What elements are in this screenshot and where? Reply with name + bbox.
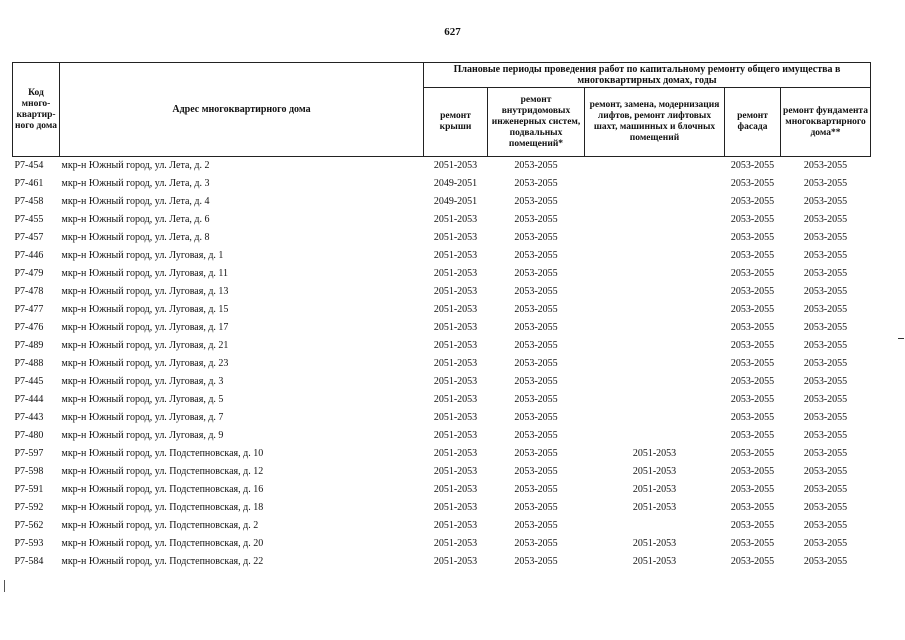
- cell-code: Р7-488: [14, 358, 44, 369]
- cell-roof: 2051-2053: [433, 358, 478, 369]
- cell-lifts: 2051-2053: [632, 502, 677, 513]
- cell-foundation: 2053-2055: [803, 358, 848, 369]
- cell-address: мкр-н Южный город, ул. Подстепновская, д. 16: [61, 484, 264, 495]
- cell-foundation: 2053-2055: [803, 556, 848, 567]
- cell-code: Р7-443: [14, 412, 44, 423]
- cell-roof: 2051-2053: [433, 376, 478, 387]
- cell-address: мкр-н Южный город, ул. Луговая, д. 13: [61, 286, 229, 297]
- cell-foundation: 2053-2055: [803, 412, 848, 423]
- cell-systems: 2053-2055: [514, 502, 558, 513]
- cell-address: мкр-н Южный город, ул. Подстепновская, д. 12: [61, 466, 264, 477]
- cell-facade: 2053-2055: [730, 214, 775, 225]
- cell-address: мкр-н Южный город, ул. Подстепновская, д. 10: [61, 448, 264, 459]
- cell-foundation: 2053-2055: [803, 448, 848, 459]
- table-row: [13, 553, 871, 571]
- cell-code: Р7-479: [14, 268, 44, 279]
- table-row: [13, 517, 871, 535]
- cell-roof: 2049-2051: [433, 196, 478, 207]
- cell-lifts: 2051-2053: [632, 556, 677, 567]
- cell-foundation: 2053-2055: [803, 322, 848, 333]
- header-systems: ремонт внутридомовых инженерных систем, подвальных помещений*: [488, 88, 585, 157]
- cell-address: мкр-н Южный город, ул. Луговая, д. 7: [61, 412, 224, 423]
- cell-roof: 2051-2053: [433, 484, 478, 495]
- cell-code: Р7-592: [14, 502, 44, 513]
- cell-roof: 2051-2053: [433, 448, 478, 459]
- cell-roof: 2051-2053: [433, 556, 478, 567]
- cell-code: Р7-562: [14, 520, 44, 531]
- cell-facade: 2053-2055: [730, 520, 775, 531]
- cell-lifts: [585, 355, 725, 373]
- table-row: [13, 247, 871, 265]
- header-facade: ремонт фасада: [725, 88, 781, 157]
- cell-roof: 2051-2053: [433, 502, 478, 513]
- table-row: [13, 463, 871, 481]
- cell-systems: 2053-2055: [514, 178, 558, 189]
- cell-lifts: [585, 391, 725, 409]
- cell-code: Р7-477: [14, 304, 44, 315]
- cell-lifts: 2051-2053: [632, 538, 677, 549]
- cell-lifts: 2051-2053: [632, 466, 677, 477]
- table-row: [13, 265, 871, 283]
- cell-code: Р7-591: [14, 484, 44, 495]
- cell-foundation: 2053-2055: [803, 484, 848, 495]
- cell-roof: 2049-2051: [433, 178, 478, 189]
- cell-address: мкр-н Южный город, ул. Луговая, д. 23: [61, 358, 229, 369]
- table-row: [13, 319, 871, 337]
- cell-systems: 2053-2055: [514, 376, 558, 387]
- cell-code: Р7-480: [14, 430, 44, 441]
- cell-code: Р7-455: [14, 214, 44, 225]
- cell-address: мкр-н Южный город, ул. Лета, д. 3: [61, 178, 210, 189]
- cell-address: мкр-н Южный город, ул. Луговая, д. 3: [61, 376, 224, 387]
- cell-facade: 2053-2055: [730, 412, 775, 423]
- table-row: [13, 193, 871, 211]
- cell-foundation: 2053-2055: [803, 160, 848, 171]
- cell-address: мкр-н Южный город, ул. Луговая, д. 5: [61, 394, 224, 405]
- cell-address: мкр-н Южный город, ул. Луговая, д. 17: [61, 322, 229, 333]
- cell-roof: 2051-2053: [433, 340, 478, 351]
- table-row: [13, 229, 871, 247]
- header-lifts: ремонт, замена, модернизация лифтов, ремонт лифтовых шахт, машинных и блочных помещений: [585, 88, 725, 157]
- cell-address: мкр-н Южный город, ул. Подстепновская, д. 22: [61, 556, 264, 567]
- cell-foundation: 2053-2055: [803, 520, 848, 531]
- cell-code: Р7-458: [14, 196, 44, 207]
- cell-roof: 2051-2053: [433, 430, 478, 441]
- cell-facade: 2053-2055: [730, 376, 775, 387]
- cell-roof: 2051-2053: [433, 466, 478, 477]
- cell-code: Р7-454: [14, 160, 44, 171]
- cell-foundation: 2053-2055: [803, 178, 848, 189]
- table-row: [13, 175, 871, 193]
- page-number: 627: [444, 26, 461, 38]
- cell-foundation: 2053-2055: [803, 502, 848, 513]
- cell-address: мкр-н Южный город, ул. Лета, д. 4: [61, 196, 210, 207]
- cell-systems: 2053-2055: [514, 358, 558, 369]
- cell-facade: 2053-2055: [730, 466, 775, 477]
- cell-facade: 2053-2055: [730, 232, 775, 243]
- cell-foundation: 2053-2055: [803, 430, 848, 441]
- table-row: [13, 337, 871, 355]
- cell-foundation: 2053-2055: [803, 376, 848, 387]
- cell-address: мкр-н Южный город, ул. Луговая, д. 9: [61, 430, 224, 441]
- cell-facade: 2053-2055: [730, 322, 775, 333]
- cell-code: Р7-446: [14, 250, 44, 261]
- table-row: [13, 481, 871, 499]
- cell-facade: 2053-2055: [730, 484, 775, 495]
- table-row: [13, 445, 871, 463]
- cell-systems: 2053-2055: [514, 448, 558, 459]
- cell-address: мкр-н Южный город, ул. Луговая, д. 11: [61, 268, 229, 279]
- cell-lifts: [585, 337, 725, 355]
- cell-facade: 2053-2055: [730, 394, 775, 405]
- cell-foundation: 2053-2055: [803, 466, 848, 477]
- cell-foundation: 2053-2055: [803, 286, 848, 297]
- cell-facade: 2053-2055: [730, 196, 775, 207]
- cell-address: мкр-н Южный город, ул. Луговая, д. 15: [61, 304, 229, 315]
- cell-address: мкр-н Южный город, ул. Лета, д. 2: [61, 160, 210, 171]
- cell-lifts: [585, 409, 725, 427]
- table-row: [13, 301, 871, 319]
- cell-systems: 2053-2055: [514, 412, 558, 423]
- cell-foundation: 2053-2055: [803, 250, 848, 261]
- cell-systems: 2053-2055: [514, 322, 558, 333]
- cell-facade: 2053-2055: [730, 358, 775, 369]
- cell-foundation: 2053-2055: [803, 196, 848, 207]
- cell-roof: 2051-2053: [433, 160, 478, 171]
- cell-systems: 2053-2055: [514, 520, 558, 531]
- cell-code: Р7-476: [14, 322, 44, 333]
- cell-foundation: 2053-2055: [803, 340, 848, 351]
- cell-code: Р7-461: [14, 178, 44, 189]
- scan-artifact-dot: [4, 580, 5, 592]
- table-row: [13, 535, 871, 553]
- cell-foundation: 2053-2055: [803, 232, 848, 243]
- cell-lifts: [585, 319, 725, 337]
- capital-repair-table: [12, 62, 871, 571]
- cell-code: Р7-597: [14, 448, 44, 459]
- cell-code: Р7-445: [14, 376, 44, 387]
- cell-systems: 2053-2055: [514, 232, 558, 243]
- header-foundation: ремонт фундамента многоквартирного дома**: [781, 88, 871, 157]
- scan-artifact-mark: [898, 338, 904, 339]
- cell-roof: 2051-2053: [433, 538, 478, 549]
- table-row: [13, 373, 871, 391]
- cell-lifts: [585, 301, 725, 319]
- cell-systems: 2053-2055: [514, 214, 558, 225]
- cell-systems: 2053-2055: [514, 430, 558, 441]
- cell-lifts: [585, 517, 725, 535]
- cell-lifts: [585, 373, 725, 391]
- cell-systems: 2053-2055: [514, 250, 558, 261]
- cell-systems: 2053-2055: [514, 160, 558, 171]
- cell-code: Р7-593: [14, 538, 44, 549]
- table-row: [13, 427, 871, 445]
- cell-lifts: [585, 175, 725, 193]
- cell-roof: 2051-2053: [433, 394, 478, 405]
- cell-systems: 2053-2055: [514, 340, 558, 351]
- cell-facade: 2053-2055: [730, 430, 775, 441]
- cell-code: Р7-478: [14, 286, 44, 297]
- cell-lifts: [585, 229, 725, 247]
- cell-foundation: 2053-2055: [803, 304, 848, 315]
- cell-facade: 2053-2055: [730, 304, 775, 315]
- cell-roof: 2051-2053: [433, 214, 478, 225]
- cell-code: Р7-598: [14, 466, 44, 477]
- cell-systems: 2053-2055: [514, 538, 558, 549]
- cell-foundation: 2053-2055: [803, 214, 848, 225]
- cell-roof: 2051-2053: [433, 232, 478, 243]
- header-address: Адрес многоквартирного дома: [60, 63, 424, 157]
- cell-systems: 2053-2055: [514, 466, 558, 477]
- cell-foundation: 2053-2055: [803, 268, 848, 279]
- cell-address: мкр-н Южный город, ул. Лета, д. 6: [61, 214, 210, 225]
- cell-code: Р7-457: [14, 232, 44, 243]
- cell-systems: 2053-2055: [514, 286, 558, 297]
- cell-roof: 2051-2053: [433, 250, 478, 261]
- cell-roof: 2051-2053: [433, 322, 478, 333]
- table-row: [13, 391, 871, 409]
- cell-facade: 2053-2055: [730, 268, 775, 279]
- cell-lifts: 2051-2053: [632, 448, 677, 459]
- cell-lifts: 2051-2053: [632, 484, 677, 495]
- cell-lifts: [585, 211, 725, 229]
- cell-foundation: 2053-2055: [803, 538, 848, 549]
- cell-lifts: [585, 247, 725, 265]
- cell-code: Р7-584: [14, 556, 44, 567]
- table-row: [13, 355, 871, 373]
- cell-systems: 2053-2055: [514, 304, 558, 315]
- cell-facade: 2053-2055: [730, 502, 775, 513]
- cell-roof: 2051-2053: [433, 286, 478, 297]
- cell-lifts: [585, 157, 725, 176]
- table-row: [13, 499, 871, 517]
- cell-facade: 2053-2055: [730, 286, 775, 297]
- cell-roof: 2051-2053: [433, 412, 478, 423]
- cell-roof: 2051-2053: [433, 520, 478, 531]
- header-roof: ремонт крыши: [424, 88, 488, 157]
- table-body: [13, 157, 871, 572]
- cell-address: мкр-н Южный город, ул. Луговая, д. 21: [61, 340, 229, 351]
- cell-address: мкр-н Южный город, ул. Луговая, д. 1: [61, 250, 224, 261]
- cell-address: мкр-н Южный город, ул. Лета, д. 8: [61, 232, 210, 243]
- cell-systems: 2053-2055: [514, 268, 558, 279]
- table-row: [13, 211, 871, 229]
- cell-foundation: 2053-2055: [803, 394, 848, 405]
- cell-address: мкр-н Южный город, ул. Подстепновская, д. 20: [61, 538, 264, 549]
- cell-roof: 2051-2053: [433, 268, 478, 279]
- cell-facade: 2053-2055: [730, 340, 775, 351]
- cell-facade: 2053-2055: [730, 448, 775, 459]
- cell-lifts: [585, 283, 725, 301]
- cell-facade: 2053-2055: [730, 538, 775, 549]
- cell-lifts: [585, 427, 725, 445]
- cell-code: Р7-489: [14, 340, 44, 351]
- table-row: [13, 157, 871, 176]
- cell-systems: 2053-2055: [514, 556, 558, 567]
- table-row: [13, 409, 871, 427]
- cell-systems: 2053-2055: [514, 394, 558, 405]
- header-code: Код много-квартир-ного дома: [13, 63, 60, 157]
- cell-address: мкр-н Южный город, ул. Подстепновская, д. 18: [61, 502, 264, 513]
- header-periods-title: Плановые периоды проведения работ по капитальному ремонту общего имущества в многоквартирных домах, годы: [424, 63, 871, 88]
- cell-address: мкр-н Южный город, ул. Подстепновская, д. 2: [61, 520, 259, 531]
- cell-lifts: [585, 193, 725, 211]
- table-row: [13, 283, 871, 301]
- cell-systems: 2053-2055: [514, 484, 558, 495]
- cell-systems: 2053-2055: [514, 196, 558, 207]
- cell-facade: 2053-2055: [730, 556, 775, 567]
- cell-code: Р7-444: [14, 394, 44, 405]
- cell-lifts: [585, 265, 725, 283]
- cell-roof: 2051-2053: [433, 304, 478, 315]
- cell-facade: 2053-2055: [730, 160, 775, 171]
- cell-facade: 2053-2055: [730, 250, 775, 261]
- cell-facade: 2053-2055: [730, 178, 775, 189]
